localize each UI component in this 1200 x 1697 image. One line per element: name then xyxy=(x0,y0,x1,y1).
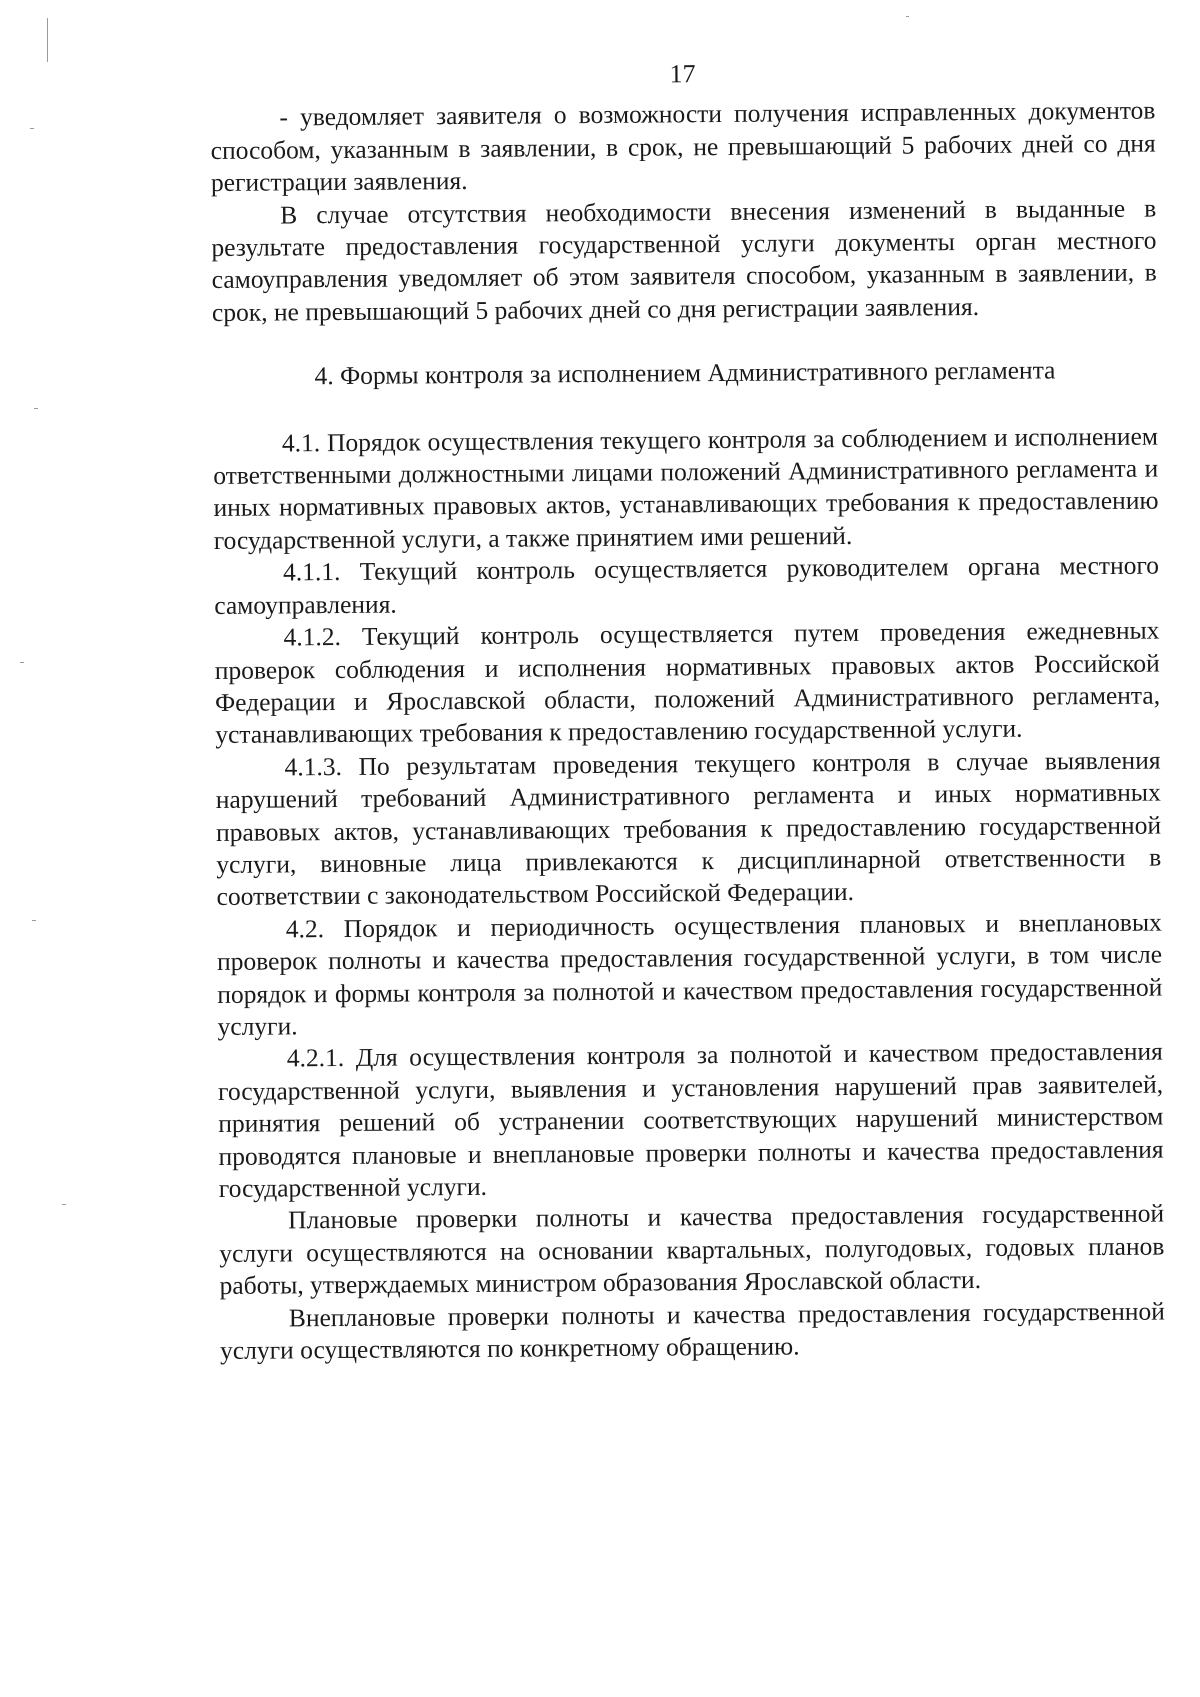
paragraph-4-2: 4.2. Порядок и периодичность осуществления плановых и внеплановых проверок полноты и качества предоставления государственной услуги, в том числе порядок и формы контроля за полнотой и качеством предоставления государственной услуги. xyxy=(216,907,1163,1041)
page-number: 17 xyxy=(669,59,696,89)
section-heading: 4. Формы контроля за исполнением Административного регламента xyxy=(314,355,1056,391)
paragraph-4-1: 4.1. Порядок осуществления текущего контроля за соблюдением и исполнением ответственными должностными лицами положений Административного регламента и иных нормативных правовых актов, устанавливающих требования к предоставлению государственной услуги, а также принятием ими решений. xyxy=(213,421,1159,555)
scan-artifact xyxy=(906,16,909,17)
scan-artifact xyxy=(47,18,48,62)
scan-artifact xyxy=(34,408,38,409)
document-body xyxy=(210,55,1165,1368)
paragraph-notify-applicant: - уведомляет заявителя о возможности получения исправленных документов способом, указанным в заявлении, в срок, не превышающий 5 рабочих дней со дня регистрации заявления. xyxy=(210,95,1156,198)
paragraph-4-1-2: 4.1.2. Текущий контроль осуществляется путем проведения ежедневных проверок соблюдения и исполнения нормативных правовых актов Российской Федерации и Ярославской области, положений Административного регламента, устанавливающих требования к предоставлению государственной услуги. xyxy=(214,615,1161,750)
paragraph-planned-inspections: Плановые проверки полноты и качества предоставления государственной услуги осуществляются на основании квартальных, полугодовых, годовых планов работы, утверждаемых министром образования Ярославской области. xyxy=(219,1198,1165,1301)
paragraph-no-changes-needed: В случае отсутствия необходимости внесения изменений в выданные в результате предоставления государственной услуги документы орган местного самоуправления уведомляет об этом заявителя способом, указанным в заявлении, в срок, не превышающий 5 рабочих дней со дня регистрации заявления. xyxy=(211,193,1157,327)
scan-artifact xyxy=(20,662,24,663)
scan-artifact xyxy=(32,920,36,921)
paragraph-4-2-1: 4.2.1. Для осуществления контроля за полнотой и качеством предоставления государственной услуги, выявления и установления нарушений прав заявителей, принятия решений об устранении соответствующих нарушений министерством проводятся плановые и внеплановые проверки полноты и качества предоставления государственной услуги. xyxy=(217,1036,1164,1203)
paragraph-unplanned-inspections: Внеплановые проверки полноты и качества предоставления государственной услуги осуществляются по конкретному обращению. xyxy=(220,1296,1165,1365)
paragraph-4-1-3: 4.1.3. По результатам проведения текущего контроля в случае выявления нарушений требований Административного регламента и иных нормативных правовых актов, устанавливающих требования к предоставлению государственной услуги, виновные лица привлекаются к дисциплинарной ответственности в соответствии с законодательством Российской Федерации. xyxy=(215,745,1162,912)
paragraph-4-1-1: 4.1.1. Текущий контроль осуществляется руководителем органа местного самоуправления. xyxy=(214,550,1160,620)
scan-artifact xyxy=(30,128,34,129)
scan-artifact xyxy=(62,1204,66,1205)
